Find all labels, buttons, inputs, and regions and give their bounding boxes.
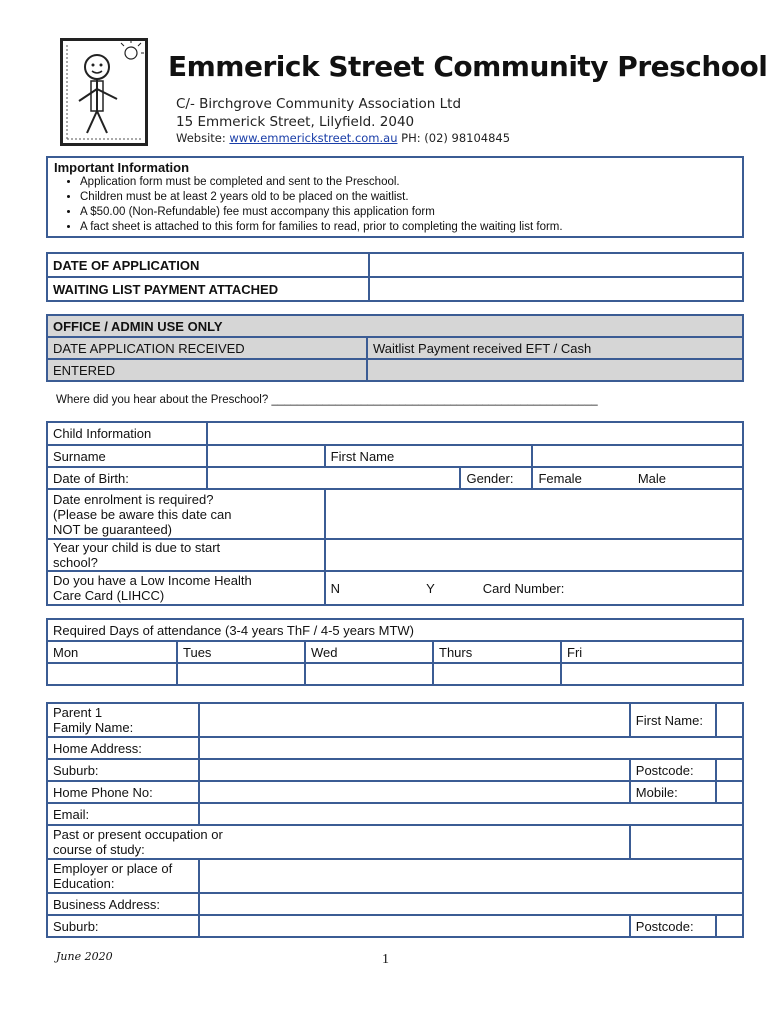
- surname-label: Surname: [47, 445, 207, 467]
- office-heading: OFFICE / ADMIN USE ONLY: [47, 315, 743, 337]
- day-thurs: Thurs: [433, 641, 561, 663]
- where-heard-question[interactable]: Where did you hear about the Preschool? ___________________________________________________: [56, 394, 598, 406]
- payment-attached-label: WAITING LIST PAYMENT ATTACHED: [47, 277, 369, 301]
- parent-first-name-field[interactable]: [716, 703, 743, 737]
- enrolment-line: NOT be guaranteed): [53, 521, 172, 537]
- suburb-label: Suburb:: [47, 759, 199, 781]
- occupation-line: Past or present occupation or: [53, 827, 223, 842]
- date-of-application-field[interactable]: [369, 253, 743, 277]
- wed-field[interactable]: [305, 663, 433, 685]
- school-year-line: school?: [53, 555, 98, 570]
- child-info-table: [46, 421, 744, 606]
- email-label: Email:: [47, 803, 199, 825]
- school-year-line: Year your child is due to start: [53, 540, 221, 555]
- occupation-line: course of study:: [53, 842, 145, 857]
- business-postcode-label: Postcode:: [630, 915, 716, 937]
- entered-label: ENTERED: [47, 359, 367, 381]
- employer-field[interactable]: [199, 859, 743, 893]
- gender-options[interactable]: [532, 467, 743, 489]
- days-heading: Required Days of attendance (3-4 years ThF / 4-5 years MTW): [47, 619, 743, 641]
- female-option[interactable]: Female: [538, 470, 582, 486]
- list-item: • Application form must be completed and sent to the Preschool.: [80, 175, 742, 190]
- thurs-field[interactable]: [433, 663, 561, 685]
- postcode-label: Postcode:: [630, 759, 716, 781]
- days-table: [46, 618, 744, 686]
- date-received-label: DATE APPLICATION RECEIVED: [47, 337, 367, 359]
- payment-attached-field[interactable]: [369, 277, 743, 301]
- business-postcode-field[interactable]: [716, 915, 743, 937]
- dob-field[interactable]: [207, 467, 460, 489]
- day-fri: Fri: [561, 641, 743, 663]
- list-item: • Children must be at least 2 years old to be placed on the waitlist.: [80, 190, 742, 205]
- male-option[interactable]: Male: [637, 470, 666, 486]
- home-phone-label: Home Phone No:: [47, 781, 199, 803]
- postcode-field[interactable]: [716, 759, 743, 781]
- home-phone-field[interactable]: [199, 781, 630, 803]
- parent-heading: Parent 1: [53, 705, 103, 720]
- business-address-field[interactable]: [199, 893, 743, 915]
- mobile-label: Mobile:: [630, 781, 716, 803]
- lihcc-line: Care Card (LIHCC): [53, 588, 165, 603]
- contact-line: [176, 131, 510, 145]
- mobile-field[interactable]: [716, 781, 743, 803]
- address-line-1: C/- Birchgrove Community Association Ltd: [176, 96, 462, 112]
- fri-field[interactable]: [561, 663, 743, 685]
- stick-figure-icon: [63, 41, 145, 143]
- school-year-label: [47, 539, 325, 571]
- family-name-label: [47, 703, 199, 737]
- waitlist-payment-label: Waitlist Payment received EFT / Cash: [367, 337, 743, 359]
- entered-field[interactable]: [367, 359, 743, 381]
- tues-field[interactable]: [177, 663, 305, 685]
- occupation-field[interactable]: [630, 825, 743, 859]
- list-item: • A fact sheet is attached to this form for families to read, prior to completing the waiting list form.: [80, 220, 742, 235]
- business-address-label: Business Address:: [47, 893, 199, 915]
- home-address-label: Home Address:: [47, 737, 199, 759]
- date-of-application-label: DATE OF APPLICATION: [47, 253, 369, 277]
- address-line-2: 15 Emmerick Street, Lilyfield. 2040: [176, 114, 415, 130]
- family-name-text: Family Name:: [53, 720, 134, 735]
- preschool-logo: [60, 38, 148, 146]
- enrolment-line: (Please be aware this date can: [53, 506, 232, 522]
- day-tues: Tues: [177, 641, 305, 663]
- website-link[interactable]: www.emmerickstreet.com.au: [229, 131, 398, 145]
- website-label: Website:: [176, 131, 226, 145]
- first-name-label: First Name: [325, 445, 533, 467]
- dob-label: Date of Birth:: [47, 467, 207, 489]
- suburb-field[interactable]: [199, 759, 630, 781]
- employer-line: Employer or place of: [53, 861, 173, 876]
- school-year-field[interactable]: [325, 539, 743, 571]
- first-name-label: First Name:: [630, 703, 716, 737]
- lihcc-no-option[interactable]: N: [330, 580, 341, 596]
- info-heading: Important Information: [54, 160, 190, 175]
- important-info-box: [46, 156, 744, 238]
- card-number-label: Card Number:: [482, 580, 565, 596]
- day-wed: Wed: [305, 641, 433, 663]
- lihcc-label: [47, 571, 325, 605]
- family-name-field[interactable]: [199, 703, 630, 737]
- email-field[interactable]: [199, 803, 743, 825]
- phone-text: PH: (02) 98104845: [401, 131, 511, 145]
- office-use-table: [46, 314, 744, 382]
- employer-label: [47, 859, 199, 893]
- enrolment-line: Date enrolment is required?: [53, 491, 214, 507]
- enrolment-date-field[interactable]: [325, 489, 743, 539]
- parent-table: [46, 702, 744, 938]
- first-name-field[interactable]: [532, 445, 743, 467]
- lihcc-line: Do you have a Low Income Health: [53, 573, 252, 588]
- page-number: 1: [382, 952, 389, 967]
- lihcc-yes-option[interactable]: Y: [426, 580, 435, 596]
- application-table: [46, 252, 744, 302]
- child-info-blank: [207, 422, 743, 445]
- page-title: Emmerick Street Community Preschool: [168, 50, 768, 83]
- list-item: • A $50.00 (Non-Refundable) fee must accompany this application form: [80, 205, 742, 220]
- footer-date: June 2020: [56, 950, 113, 963]
- gender-label: Gender:: [460, 467, 532, 489]
- occupation-label: [47, 825, 630, 859]
- surname-field[interactable]: [207, 445, 325, 467]
- business-suburb-field[interactable]: [199, 915, 630, 937]
- lihcc-field[interactable]: [325, 571, 743, 605]
- day-mon: Mon: [47, 641, 177, 663]
- child-info-heading: Child Information: [47, 422, 207, 445]
- home-address-field[interactable]: [199, 737, 743, 759]
- enrolment-date-label: [47, 489, 325, 539]
- info-list: [48, 175, 742, 235]
- employer-line: Education:: [53, 876, 115, 891]
- business-suburb-label: Suburb:: [47, 915, 199, 937]
- mon-field[interactable]: [47, 663, 177, 685]
